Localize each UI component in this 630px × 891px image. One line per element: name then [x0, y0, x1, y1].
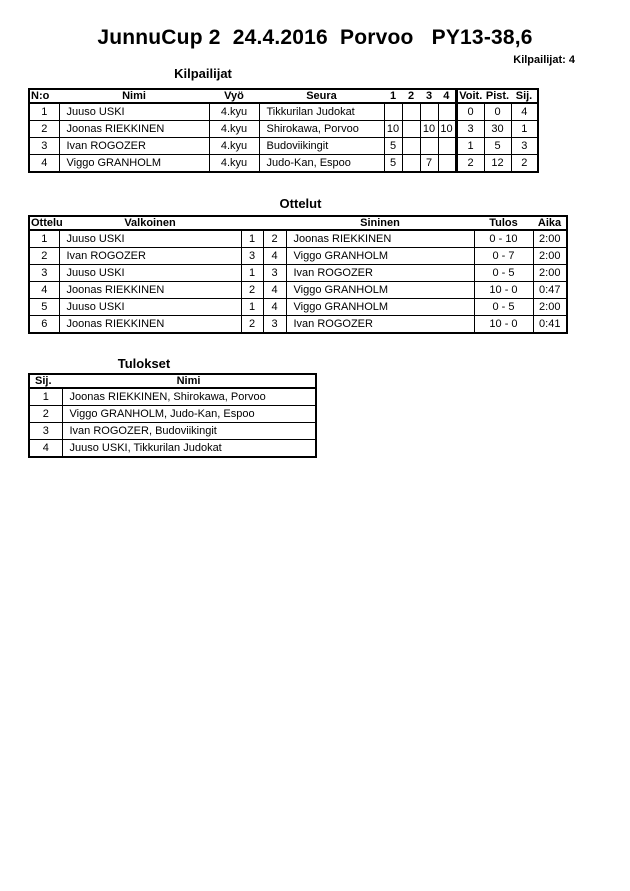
cell-round-1: 10: [384, 121, 402, 138]
cell-round-3: 7: [420, 155, 438, 173]
cell-sij: 2: [511, 155, 538, 173]
cell-valkoinen: Joonas RIEKKINEN: [59, 316, 241, 334]
cell-aika: 0:47: [533, 282, 567, 299]
cell-pist: 30: [484, 121, 511, 138]
match-row: [29, 230, 567, 248]
cell-seura: Judo-Kan, Espoo: [259, 155, 384, 173]
cell-voit: 3: [456, 121, 484, 138]
col-header-nimi: Nimi: [59, 89, 209, 103]
cell-no: 3: [29, 138, 59, 155]
result-row: [29, 406, 316, 423]
cell-blue-no: 3: [263, 265, 286, 282]
col-header-white-no: [241, 216, 263, 230]
cell-round-3: 10: [420, 121, 438, 138]
cell-valkoinen: Juuso USKI: [59, 299, 241, 316]
col-header-aika: Aika: [533, 216, 567, 230]
cell-match-no: 4: [29, 282, 59, 299]
cell-vyo: 4.kyu: [209, 121, 259, 138]
kilpailijat-table: [28, 88, 539, 173]
cell-sij: 3: [511, 138, 538, 155]
cell-white-no: 1: [241, 230, 263, 248]
cell-round-1: 5: [384, 138, 402, 155]
match-row: [29, 265, 567, 282]
cell-match-no: 1: [29, 230, 59, 248]
cell-nimi: Juuso USKI: [59, 103, 209, 121]
col-header-round-2: 2: [402, 89, 420, 103]
cell-nimi: Juuso USKI, Tikkurilan Judokat: [62, 440, 316, 458]
cell-tulos: 0 - 10: [474, 230, 533, 248]
col-header-ottelu: Ottelu: [31, 217, 63, 229]
col-header-nimi: Nimi: [62, 374, 316, 388]
cell-blue-no: 4: [263, 248, 286, 265]
cell-round-4: [438, 155, 456, 173]
competitor-row: [29, 121, 538, 138]
cell-match-no: 5: [29, 299, 59, 316]
result-row: [29, 388, 316, 406]
cell-voit: 1: [456, 138, 484, 155]
kilpailijat-header-row: [29, 89, 538, 103]
col-header-sininen: Sininen: [286, 216, 474, 230]
cell-tulos: 10 - 0: [474, 316, 533, 334]
cell-blue-no: 4: [263, 299, 286, 316]
match-row: [29, 299, 567, 316]
result-row: [29, 423, 316, 440]
competitors-count-label: Kilpailijat: 4: [513, 54, 575, 66]
cell-white-no: 3: [241, 248, 263, 265]
ottelut-header-row: [29, 216, 567, 230]
cell-round-2: [402, 155, 420, 173]
cell-sininen: Ivan ROGOZER: [286, 316, 474, 334]
col-header-valkoinen: Valkoinen: [59, 216, 241, 230]
cell-aika: 0:41: [533, 316, 567, 334]
cell-nimi: Joonas RIEKKINEN: [59, 121, 209, 138]
cell-white-no: 1: [241, 265, 263, 282]
tulokset-table: [28, 373, 317, 458]
cell-nimi: Joonas RIEKKINEN, Shirokawa, Porvoo: [62, 388, 316, 406]
cell-no: 1: [29, 103, 59, 121]
col-header-blue-no: [263, 216, 286, 230]
cell-tulos: 10 - 0: [474, 282, 533, 299]
cell-valkoinen: Ivan ROGOZER: [59, 248, 241, 265]
col-header-round-3: 3: [420, 89, 438, 103]
cell-voit: 2: [456, 155, 484, 173]
cell-sij: 4: [29, 440, 62, 458]
cell-round-3: [420, 138, 438, 155]
cell-no: 4: [29, 155, 59, 173]
col-header-seura: Seura: [259, 89, 384, 103]
cell-sininen: Viggo GRANHOLM: [286, 248, 474, 265]
cell-aika: 2:00: [533, 248, 567, 265]
cell-sininen: Viggo GRANHOLM: [286, 299, 474, 316]
col-header-voit: Voit.: [456, 89, 484, 103]
col-header-pist: Pist.: [485, 90, 510, 102]
cell-nimi: Ivan ROGOZER: [59, 138, 209, 155]
cell-no: 2: [29, 121, 59, 138]
cell-match-no: 2: [29, 248, 59, 265]
cell-pist: 0: [484, 103, 511, 121]
competitor-row: [29, 155, 538, 173]
cell-nimi: Viggo GRANHOLM: [59, 155, 209, 173]
cell-tulos: 0 - 5: [474, 299, 533, 316]
cell-valkoinen: Juuso USKI: [59, 265, 241, 282]
cell-aika: 2:00: [533, 265, 567, 282]
cell-seura: Budoviikingit: [259, 138, 384, 155]
cell-white-no: 1: [241, 299, 263, 316]
cell-aika: 2:00: [533, 230, 567, 248]
ottelut-table: [28, 215, 568, 334]
cell-round-3: [420, 103, 438, 121]
cell-sij: 1: [511, 121, 538, 138]
col-header-vyo: Vyö: [209, 89, 259, 103]
cell-voit: 0: [456, 103, 484, 121]
cell-nimi: Ivan ROGOZER, Budoviikingit: [62, 423, 316, 440]
cell-tulos: 0 - 5: [474, 265, 533, 282]
cell-vyo: 4.kyu: [209, 138, 259, 155]
cell-round-1: 5: [384, 155, 402, 173]
cell-round-4: 10: [438, 121, 456, 138]
cell-aika: 2:00: [533, 299, 567, 316]
cell-vyo: 4.kyu: [209, 103, 259, 121]
cell-pist: 5: [484, 138, 511, 155]
cell-round-2: [402, 121, 420, 138]
cell-sij: 3: [29, 423, 62, 440]
cell-blue-no: 3: [263, 316, 286, 334]
page-title: JunnuCup 2 24.4.2016 Porvoo PY13-38,6: [97, 26, 533, 49]
cell-white-no: 2: [241, 282, 263, 299]
cell-sininen: Viggo GRANHOLM: [286, 282, 474, 299]
cell-tulos: 0 - 7: [474, 248, 533, 265]
cell-blue-no: 4: [263, 282, 286, 299]
cell-vyo: 4.kyu: [209, 155, 259, 173]
tulokset-header-row: [29, 374, 316, 388]
col-header-round-4: 4: [438, 89, 456, 103]
match-row: [29, 316, 567, 334]
match-row: [29, 282, 567, 299]
cell-match-no: 6: [29, 316, 59, 334]
cell-pist: 12: [484, 155, 511, 173]
col-header-round-1: 1: [384, 89, 402, 103]
cell-sininen: Ivan ROGOZER: [286, 265, 474, 282]
competitor-row: [29, 103, 538, 121]
match-row: [29, 248, 567, 265]
col-header-sij: Sij.: [29, 374, 62, 388]
tulokset-heading: Tulokset: [117, 356, 171, 371]
col-header-no: N:o: [29, 89, 59, 103]
cell-seura: Tikkurilan Judokat: [259, 103, 384, 121]
cell-sij: 1: [29, 388, 62, 406]
cell-valkoinen: Juuso USKI: [59, 230, 241, 248]
competitor-row: [29, 138, 538, 155]
cell-sij: 2: [29, 406, 62, 423]
cell-round-4: [438, 103, 456, 121]
cell-round-1: [384, 103, 402, 121]
cell-match-no: 3: [29, 265, 59, 282]
cell-round-2: [402, 138, 420, 155]
ottelut-heading: Ottelut: [279, 196, 322, 211]
cell-sininen: Joonas RIEKKINEN: [286, 230, 474, 248]
cell-seura: Shirokawa, Porvoo: [259, 121, 384, 138]
cell-valkoinen: Joonas RIEKKINEN: [59, 282, 241, 299]
cell-round-2: [402, 103, 420, 121]
kilpailijat-heading: Kilpailijat: [174, 66, 232, 81]
result-row: [29, 440, 316, 458]
col-header-tulos: Tulos: [474, 216, 533, 230]
cell-blue-no: 2: [263, 230, 286, 248]
cell-white-no: 2: [241, 316, 263, 334]
cell-round-4: [438, 138, 456, 155]
col-header-sij: Sij.: [511, 89, 538, 103]
cell-sij: 4: [511, 103, 538, 121]
cell-nimi: Viggo GRANHOLM, Judo-Kan, Espoo: [62, 406, 316, 423]
